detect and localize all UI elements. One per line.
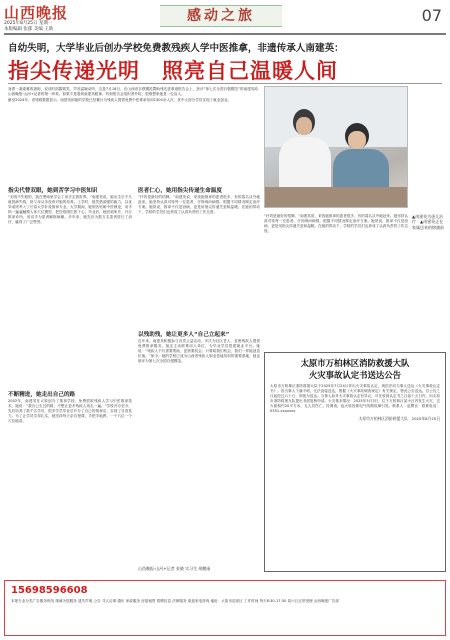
article-kicker: 自幼失明，大学毕业后创办学校免费教残疾人学中医推拿，非遗传承人南建英： bbox=[8, 43, 344, 54]
column2-subhead: 医者仁心，她用指尖传递生命温度 bbox=[138, 188, 222, 194]
column2-body: “疗效是最好的招牌。”南建英说，来找她推拿的患者很多，有的慕名从外地赶来。她坚持认真对待每一位患者，仔细询问病情，根据不同情况制定治疗方案。她常说，推拿不仅是治病，更是用指尖传递关爱和温暖。在她的带动下，学校的学员们也养成了认真负责的工作态度。 bbox=[138, 195, 260, 215]
column1-subhead: 指尖代替双眼，她到苦学习中医知识 bbox=[8, 188, 98, 194]
newspaper-logo: 山西晚报 bbox=[4, 4, 69, 22]
issue-date: 2025年8月25日 星期一 bbox=[4, 21, 53, 26]
headline-divider bbox=[8, 83, 442, 84]
lead-paragraph: 身着一袭素雅的旗袍，说话时面露微笑，声音温婉动听，这是7月18日，在山西省自强模范暨助残先进事迹报告会上，获评“第七次全国自强模范”的南建英给山西晚报·山河+记者的第一印象。如果不是看到南建英眼神，听到报告会组织者介绍，很难想象她是一位盲人。 bbox=[8, 87, 258, 97]
notice-signature: 太原市万柏林区消防救援大队 2025年8月25日 bbox=[358, 416, 440, 421]
section-banner bbox=[160, 5, 282, 27]
column2-subhead-2: 以残助残，她让更多人“自己立起来” bbox=[138, 332, 230, 338]
masthead bbox=[4, 2, 100, 32]
ad-phone-number: 15698596608 bbox=[11, 585, 88, 596]
editor-credits: 本版编辑 张郁 美编 王新 bbox=[4, 27, 54, 32]
fire-notice-box bbox=[264, 352, 446, 572]
column1-body-2: 2002年，南建英在太原创办了推拿学校，免费招收残疾人学习中医推拿技术。她说：“我自己走过的路，不想让更多残疾人再走一遍。”学校开办至今，先后培养了数千名学员，很多学员毕业后开办了自己的推拿店，实现了自食其力。为了让学员学得扎实，她坚持每天亲自授课，手把手地教，一个穴位一个穴位地讲。 bbox=[8, 399, 132, 424]
page-number: 07 bbox=[421, 6, 442, 25]
section-title: 感动之旅 bbox=[187, 8, 255, 24]
article-photo bbox=[264, 86, 408, 208]
article-byline: 山西晚报·山河+记者 张晓 实习生 胡鹏丽 bbox=[138, 566, 211, 571]
column2-body-2: 近年来，南建英积极参与各类公益活动，多次为社区老人、贫困残疾人提供免费推拿服务。她还主动联系用人单位，为毕业学员搭建就业平台。她说：“残疾人不仅需要帮助，更需要机会。只要给我们机会，我们一样能创造价值。”如今，她的学校已成为山西省残疾人职业技能培训的重要基地，她也被评为第七次全国自强模范。 bbox=[138, 339, 260, 364]
page-header bbox=[0, 0, 450, 34]
classified-ad bbox=[4, 580, 446, 636]
notice-title-line1: 太原市万柏林区消防救援大队 bbox=[300, 358, 410, 368]
photo-caption: ▲南建英为患儿治疗 ▲南建英正在家属送来的锦旗前 bbox=[412, 214, 444, 230]
column3-paragraph: “疗效是最好的招牌。”南建英说，来找她推拿的患者很多，有的慕名从外地赶来。她坚持认真对待每一位患者，仔细询问病情，根据不同情况制定治疗方案。她常说，推拿不仅是治病，更是用指尖传递关爱和温暖。在她的带动下，学校的学员们也养成了认真负责的工作态度。 bbox=[264, 214, 408, 234]
notice-body: 太原市万柏林区消防救援大队于2025年7月24日作出火灾事故认定，现依法向当事人送达《火灾事故认定书》。因当事人下落不明，无法直接送达，根据《火灾事故调查规定》有关规定，特此公告送达。自公告之日起经过六十日，即视为送达。当事人如对火灾事故认定有异议，可在收到认定书之日起十五日内，向太原市消防救援支队提出书面复核申请。火灾基本情况：2025年5月3日，位于万柏林区某小区内发生火灾，过火面积约20平方米，无人员伤亡。经调查，起火原因系电气线路故障引发。联系人：赵警官 联系电话：0351-xxxxxxx bbox=[270, 384, 440, 413]
column1-subhead-2: 不断精进，她走出自己的路 bbox=[8, 392, 76, 398]
article-headline: 指尖传递光明 照亮自己温暖人间 bbox=[8, 59, 338, 83]
column3-body bbox=[264, 214, 408, 348]
notice-title-line2: 火灾事故认定书送达公告 bbox=[308, 370, 402, 380]
header-divider bbox=[4, 33, 446, 35]
article-lead bbox=[8, 87, 258, 183]
lead-paragraph-2: 截至2024年，省残联数据显示，南建英和她的学校已经累计为残疾人提供免费中医推拿培训1300余人次，其中大部分学员实现了就业创业。 bbox=[8, 98, 232, 103]
column1-body: “无明不失聪的，我在黑暗里学会了用手去看世界。”南建英说，她出生后不久就因病失明，但父母从未放弃对她的培养。上学时，她凭借顽强的毅力，以优异成绩考入了长春大学针灸推拿专业。大学期间，她刻苦钻研中医理论，用手指一遍遍触摸人体穴位模型，把经络图烂熟于心。毕业后，她回到家乡，开办推拿诊所，用双手为患者解除病痛。多年来，她先后为数万名患者进行了治疗，赢得了广泛赞誉。 bbox=[8, 195, 132, 225]
ad-text: 本报专业分类广告服务热线 竭诚为您服务 遗失声明 公告 寻人启事 婚庆 家政服务 房屋租售 招聘信息 法律服务 欢迎来电咨询 地址：太原市迎泽区 工作时间 每天8:30-17:30 周六日正常受理 山西晚报广告部 bbox=[11, 599, 339, 603]
